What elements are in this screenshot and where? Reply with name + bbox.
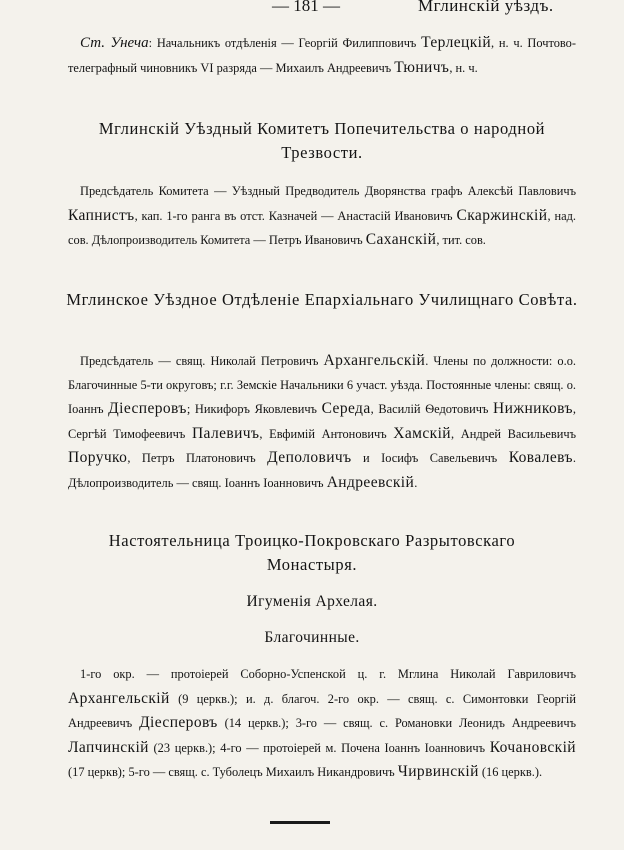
- section-heading-deans: Благочинные.: [264, 629, 360, 646]
- station-name: Ст. Унеча: [80, 35, 149, 51]
- person-name: Середа: [321, 400, 371, 417]
- person-name: Кочановскій: [489, 738, 576, 756]
- person-name: Ковалевъ: [508, 449, 573, 466]
- person-name: Палевичъ: [191, 424, 260, 442]
- person-name: Деполовичъ: [267, 449, 352, 466]
- person-name: Архангельскій: [68, 689, 170, 707]
- running-head: Мглинскій уѣздъ.: [418, 0, 554, 15]
- person-name: Тюничъ: [394, 58, 450, 76]
- page-header: [0, 0, 624, 20]
- person-name: Нижниковъ: [493, 400, 573, 417]
- school-council-paragraph: Предсѣдатель — свящ. Николай Петровичъ Архангельскій. Члены по должности: о.о. Благочинные 5-ти округовъ; г.г. Земскіе Начальники 6 участ. уѣзда. Постоянные члены: свящ. о. Іоаннъ Діесперовъ; Никифоръ Яковлевичъ Середа, Василій Ѳедотовичъ Нижниковъ, Сергѣй Тимофеевичъ Палевичъ, Евфимій Антоновичъ Хамскій, Андрей Васильевичъ Поручко, Петръ Платоновичъ Деполовичъ и Іосифъ Савельевичъ Ковалевъ. Дѣлопроизводитель — свящ. Іоаннъ Іоанновичъ Андреевскій.: [68, 352, 577, 491]
- section-heading-monastery: Настоятельница Троицко-Покровскаго Разрытовскаго Монастыря.: [108, 531, 516, 574]
- person-name: Архангельскій: [323, 352, 426, 369]
- deans-paragraph: 1-го окр. — протоіерей Соборно-Успенской ц. г. Мглина Николай Гавриловичъ Архангельскій (9 церкв.); и. д. благоч. 2-го окр. — свящ. с. Симонтовки Георгій Андреевичъ Діесперовъ (14 церкв.); 3-го — свящ. с. Романовки Леонидъ Андреевичъ Лапчинскій (23 церкв.); 4-го — протоіерей м. Почена Іоаннъ Іоанновичъ Кочановскій (17 церкв); 5-го — свящ. с. Туболецъ Михаилъ Никандровичъ Чирвинскій (16 церкв.).: [68, 667, 577, 780]
- person-name: Діесперовъ: [108, 400, 187, 417]
- person-name: Діесперовъ: [139, 714, 218, 731]
- person-name: Скаржинскій: [456, 206, 548, 224]
- station-unecha-paragraph: Ст. Унеча: Начальникъ отдѣленія — Георгій Филипповичъ Терлецкій, н. ч. Почтово-телеграфный чиновникъ VI разряда — Михаилъ Андреевичъ Тюничъ, н. ч.: [68, 34, 576, 76]
- temperance-committee-paragraph: Предсѣдатель Комитета — Уѣздный Предводитель Дворянства графъ Алексѣй Павловичъ Капнистъ, кап. 1-го ранга въ отст. Казначей — Анастасій Ивановичъ Скаржинскій, над. сов. Дѣлопроизводитель Комитета — Петръ Ивановичъ Саханскій, тит. сов.: [68, 184, 576, 248]
- section-heading-temperance-committee: Мглинскій Уѣздный Комитетъ Попечительства о народной Трезвости.: [98, 119, 546, 162]
- person-name: Андреевскій: [326, 473, 415, 491]
- person-name: Чирвинскій: [397, 763, 479, 780]
- person-name: Капнистъ: [68, 206, 135, 224]
- end-rule: [270, 821, 330, 824]
- person-name: Поручко: [68, 449, 128, 466]
- person-name: Терлецкій: [421, 34, 492, 51]
- person-name: Хамскій: [393, 424, 451, 442]
- person-name: Саханскій: [365, 231, 437, 248]
- section-heading-school-council: Мглинское Уѣздное Отдѣленіе Епархіальнаго Училищнаго Совѣта.: [66, 290, 578, 309]
- abbess-line: Игуменія Архелая.: [246, 593, 378, 610]
- person-name: Лапчинскій: [68, 738, 149, 756]
- page-number: — 181 —: [272, 0, 340, 15]
